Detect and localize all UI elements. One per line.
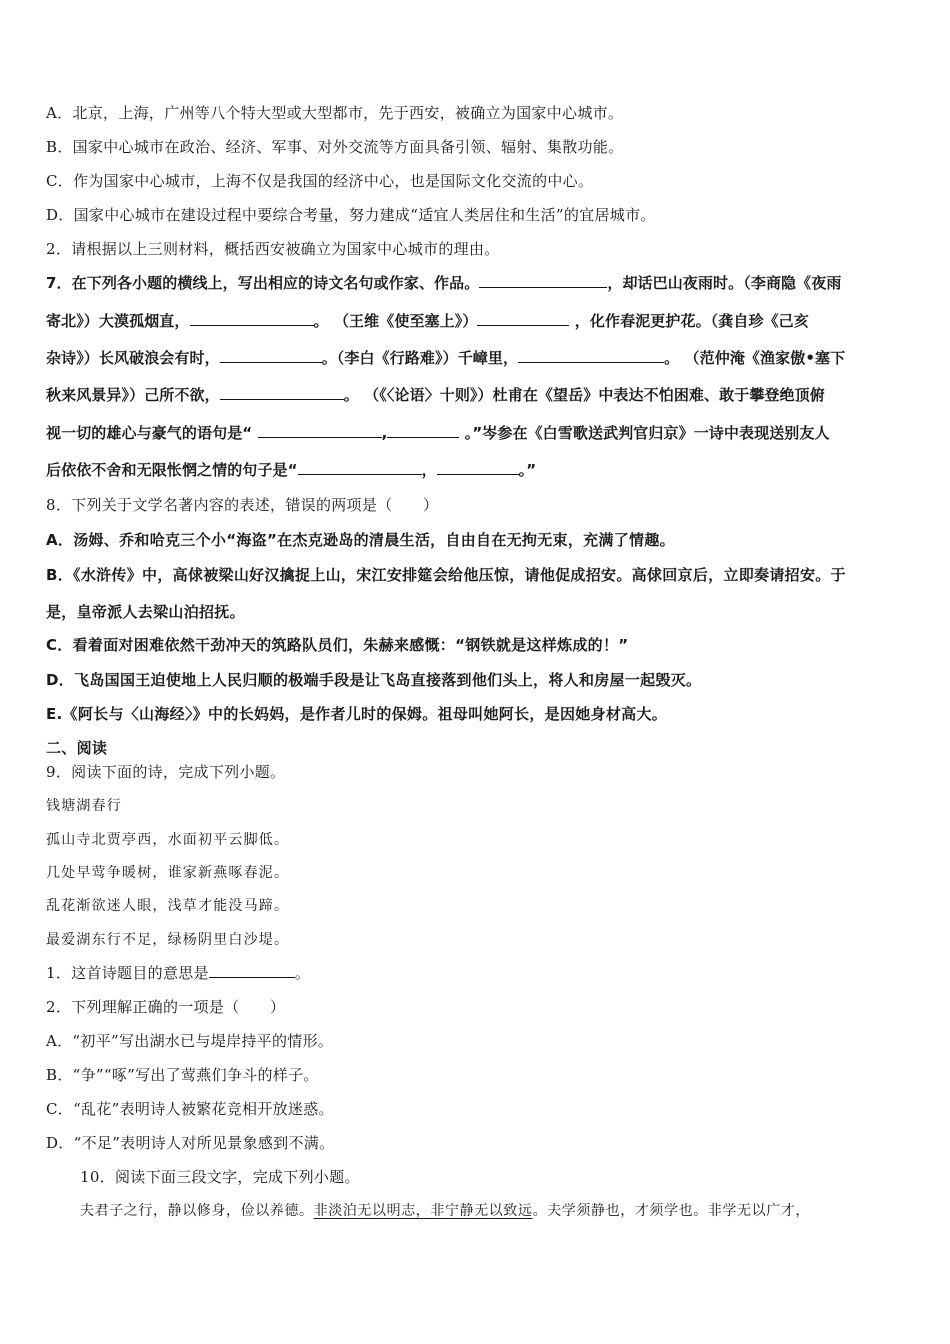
q7-blank-6[interactable] [220,385,344,400]
q9-option-d: D．“不足”表明诗人对所见景象感到不满。 [46,1134,335,1152]
q6-subquestion-2: 2．请根据以上三则材料，概括西安被确立为国家中心城市的理由。 [46,240,500,258]
q8-stem: 8．下列关于文学名著内容的表述，错误的两项是（ ） [46,496,439,514]
underlined-sentence: 非淡泊无以明志，非宁静无以致远 [313,1203,533,1219]
q8-option-b-line-2: 是，皇帝派人去梁山泊招抚。 [46,603,245,621]
q9-option-a: A．“初平”写出湖水已与堤岸持平的情形。 [46,1032,334,1050]
q8-option-e: E.《阿长与〈山海经〉》中的长妈妈，是作者儿时的保姆。祖母叫她阿长，是因她身材高大。 [46,705,668,723]
q8-option-b-line-1: B．《水浒传》中，高俅被梁山好汉擒捉上山，宋江安排筵会给他压惊，请他促成招安。高俅回京后，立即奏请招安。于 [46,566,846,584]
q6-option-a: A．北京，上海，广州等八个特大型或大型都市，先于西安，被确立为国家中心城市。 [46,104,624,122]
q6-option-d: D．国家中心城市在建设过程中要综合考量，努力建成“适宜人类居住和生活”的宜居城市。 [46,206,656,224]
q9-stem: 9．阅读下面的诗，完成下列小题。 [46,763,286,781]
q6-option-b: B．国家中心城市在政治、经济、军事、对外交流等方面具备引领、辐射、集散功能。 [46,138,624,156]
poem-line-3: 乱花渐欲迷人眼，浅草才能没马蹄。 [46,898,290,914]
q7-blank-10[interactable] [437,460,519,475]
q7-line-4: 秋来风景异》）己所不欲， 。 （《〈论语〉十则》）杜甫在《望岳》中表达不怕困难、敢于攀登绝顶俯 [46,386,825,404]
q9-option-c: C．“乱花”表明诗人被繁花竞相开放迷惑。 [46,1100,334,1118]
q7-blank-1[interactable] [479,273,607,288]
q7-blank-4[interactable] [220,348,322,363]
poem-line-1: 孤山寺北贾亭西，水面初平云脚低。 [46,832,290,848]
q8-option-c: C．看着面对困难依然干劲冲天的筑路队员们，朱赫来感慨：“钢铁就是这样炼成的！” [46,636,629,654]
q6-option-c: C．作为国家中心城市，上海不仅是我国的经济中心，也是国际文化交流的中心。 [46,172,594,190]
q7-line-3: 杂诗》）长风破浪会有时， 。（李白《行路难》）千嶂里， 。 （范仲淹《渔家傲•塞下 [46,349,846,367]
q7-blank-5[interactable] [518,348,664,363]
q7-blank-9[interactable] [298,460,422,475]
poem-line-4: 最爱湖东行不足，绿杨阴里白沙堤。 [46,932,290,948]
q9-option-b: B．“争”“啄”写出了莺燕们争斗的样子。 [46,1066,319,1084]
q8-option-d: D．飞岛国国王迫使地上人民归顺的极端手段是让飞岛直接落到他们头上，将人和房屋一起毁灭。 [46,671,702,689]
q7-blank-7[interactable] [258,423,382,438]
q7-line-2: 寄北》）大漠孤烟直， 。 （王维《使至塞上》） ，化作春泥更护花。（龚自珍《己亥 [46,312,809,330]
q7-line-6: 后依依不舍和无限怅惘之情的句子是“ ， 。” [46,461,537,479]
poem-title: 钱塘湖春行 [46,798,122,814]
q10-stem: 10．阅读下面三段文字，完成下列小题。 [80,1168,360,1186]
q7-blank-2[interactable] [190,311,314,326]
section-heading-reading: 二、阅读 [46,739,108,757]
q8-option-a: A．汤姆、乔和哈克三个小“海盗”在杰克逊岛的清晨生活，自由自在无拘无束，充满了情趣。 [46,531,675,549]
q9-subquestion-2: 2．下列理解正确的一项是（ ） [46,998,286,1016]
poem-line-2: 几处早莺争暖树，谁家新燕啄春泥。 [46,865,290,881]
q7-blank-8[interactable] [387,423,459,438]
q7-blank-3[interactable] [477,311,569,326]
q7-line-5: 视一切的雄心与豪气的语句是“ , 。”岑参在《白雪歌送武判官归京》一诗中表现送别友人 [46,424,830,442]
q9-blank-1[interactable] [209,963,295,978]
q9-subquestion-1: 1．这首诗题目的意思是 。 [46,964,311,982]
q10-passage-1: 夫君子之行，静以修身，俭以养德。非淡泊无以明志，非宁静无以致远。夫学须静也，才须学也。非学无以广才， [80,1203,811,1219]
q7-line-1: 7．在下列各小题的横线上，写出相应的诗文名句或作家、作品。 ，却话巴山夜雨时。（李商隐《夜雨 [46,274,842,292]
